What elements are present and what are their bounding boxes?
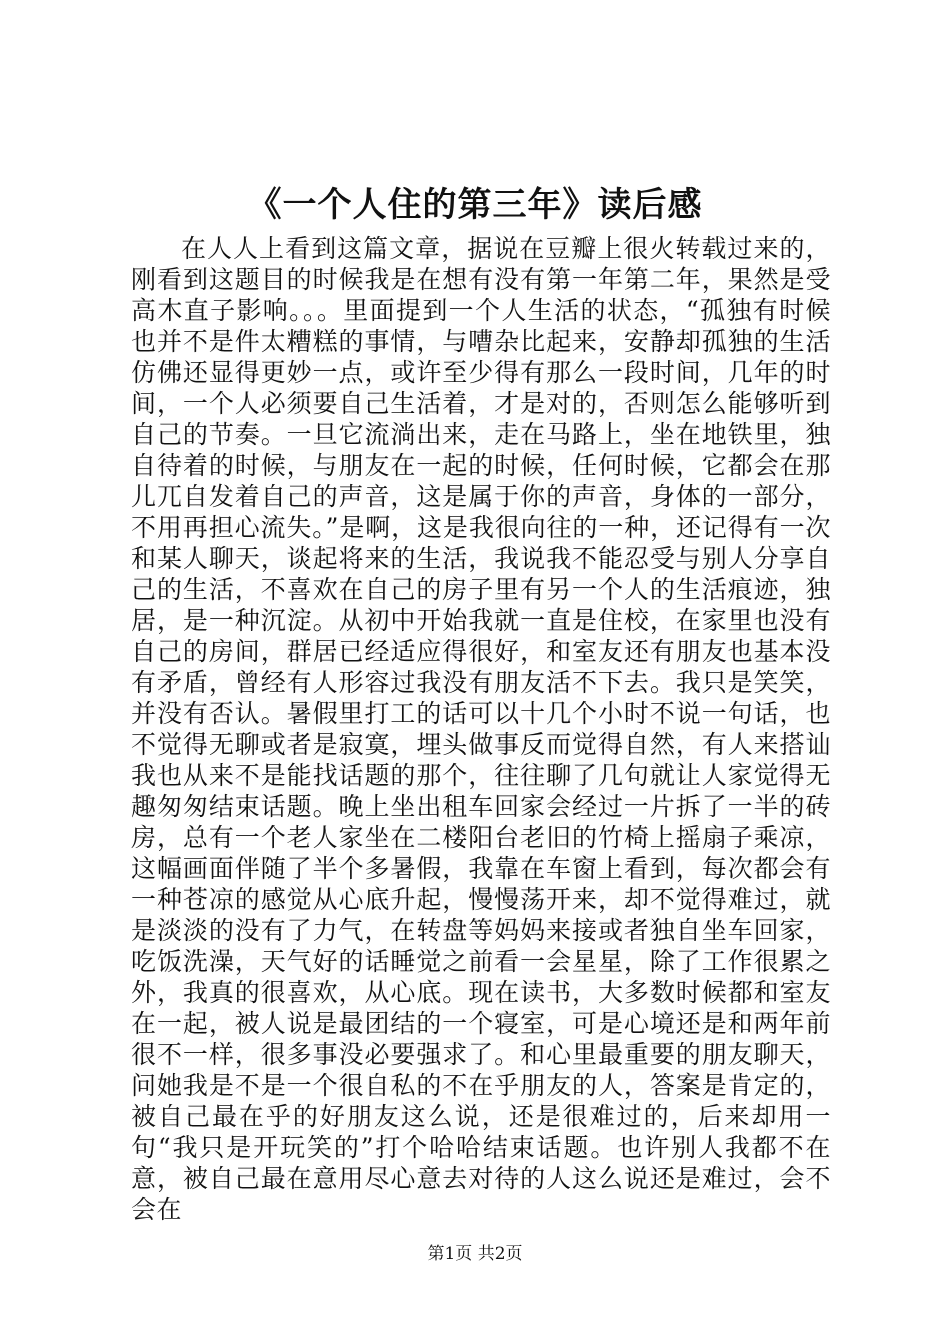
body-paragraph: 在人人上看到这篇文章，据说在豆瓣上很火转载过来的，刚看到这题目的时候我是在想有没有第一年第二年，果然是受高木直子影响。。。里面提到一个人生活的状态，“孤独有时候也并不是件太糟糕的事情，与嘈杂比起来，安静却孤独的生活仿佛还显得更妙一点，或许至少得有那么一段时间，几年的时间，一个人必须要自己生活着，才是对的，否则怎么能够听到自己的节奏。一旦它流淌出来，走在马路上，坐在地铁里，独自待着的时候，与朋友在一起的时候，任何时候，它都会在那儿兀自发着自己的声音，这是属于你的声音，身体的一部分，不用再担心流失。”是啊，这是我很向往的一种，还记得有一次和某人聊天，谈起将来的生活，我说我不能忍受与别人分享自己的生活，不喜欢在自己的房子里有另一个人的生活痕迹，独居，是一种沉淀。从初中开始我就一直是住校，在家里也没有自己的房间，群居已经适应得很好，和室友还有朋友也基本没有矛盾，曾经有人形容过我没有朋友活不下去。我只是笑笑，并没有否认。暑假里打工的话可以十几个小时不说一句话，也不觉得无聊或者是寂寞，埋头做事反而觉得自然，有人来搭讪我也从来不是能找话题的那个，往往聊了几句就让人家觉得无趣匆匆结束话题。晚上坐出租车回家会经过一片拆了一半的砖房，总有一个老人家坐在二楼阳台老旧的竹椅上摇扇子乘凉，这幅画面伴随了半个多暑假，我靠在车窗上看到，每次都会有一种苍凉的感觉从心底升起，慢慢荡开来，却不觉得难过，就是淡淡的没有了力气，在转盘等妈妈来接或者独自坐车回家，吃饭洗澡，天气好的话睡觉之前看一会星星，除了工作很累之外，我真的很喜欢，从心底。现在读书，大多数时候都和室友在一起，被人说是最团结的一个寝室，可是心境还是和两年前很不一样，很多事没必要强求了。和心里最重要的朋友聊天，问她我是不是一个很自私的不在乎朋友的人，答案是肯定的，被自己最在乎的好朋友这么说，还是很难过的，后来却用一句“我只是开玩笑的”打个哈哈结束话题。也许别人我都不在意，被自己最在意用尽心意去对待的人这么说还是难过，会不会在	[131, 234, 831, 1224]
page-footer: 第1页 共2页	[427, 1244, 523, 1264]
document-title: 《一个人住的第三年》读后感	[247, 185, 703, 225]
